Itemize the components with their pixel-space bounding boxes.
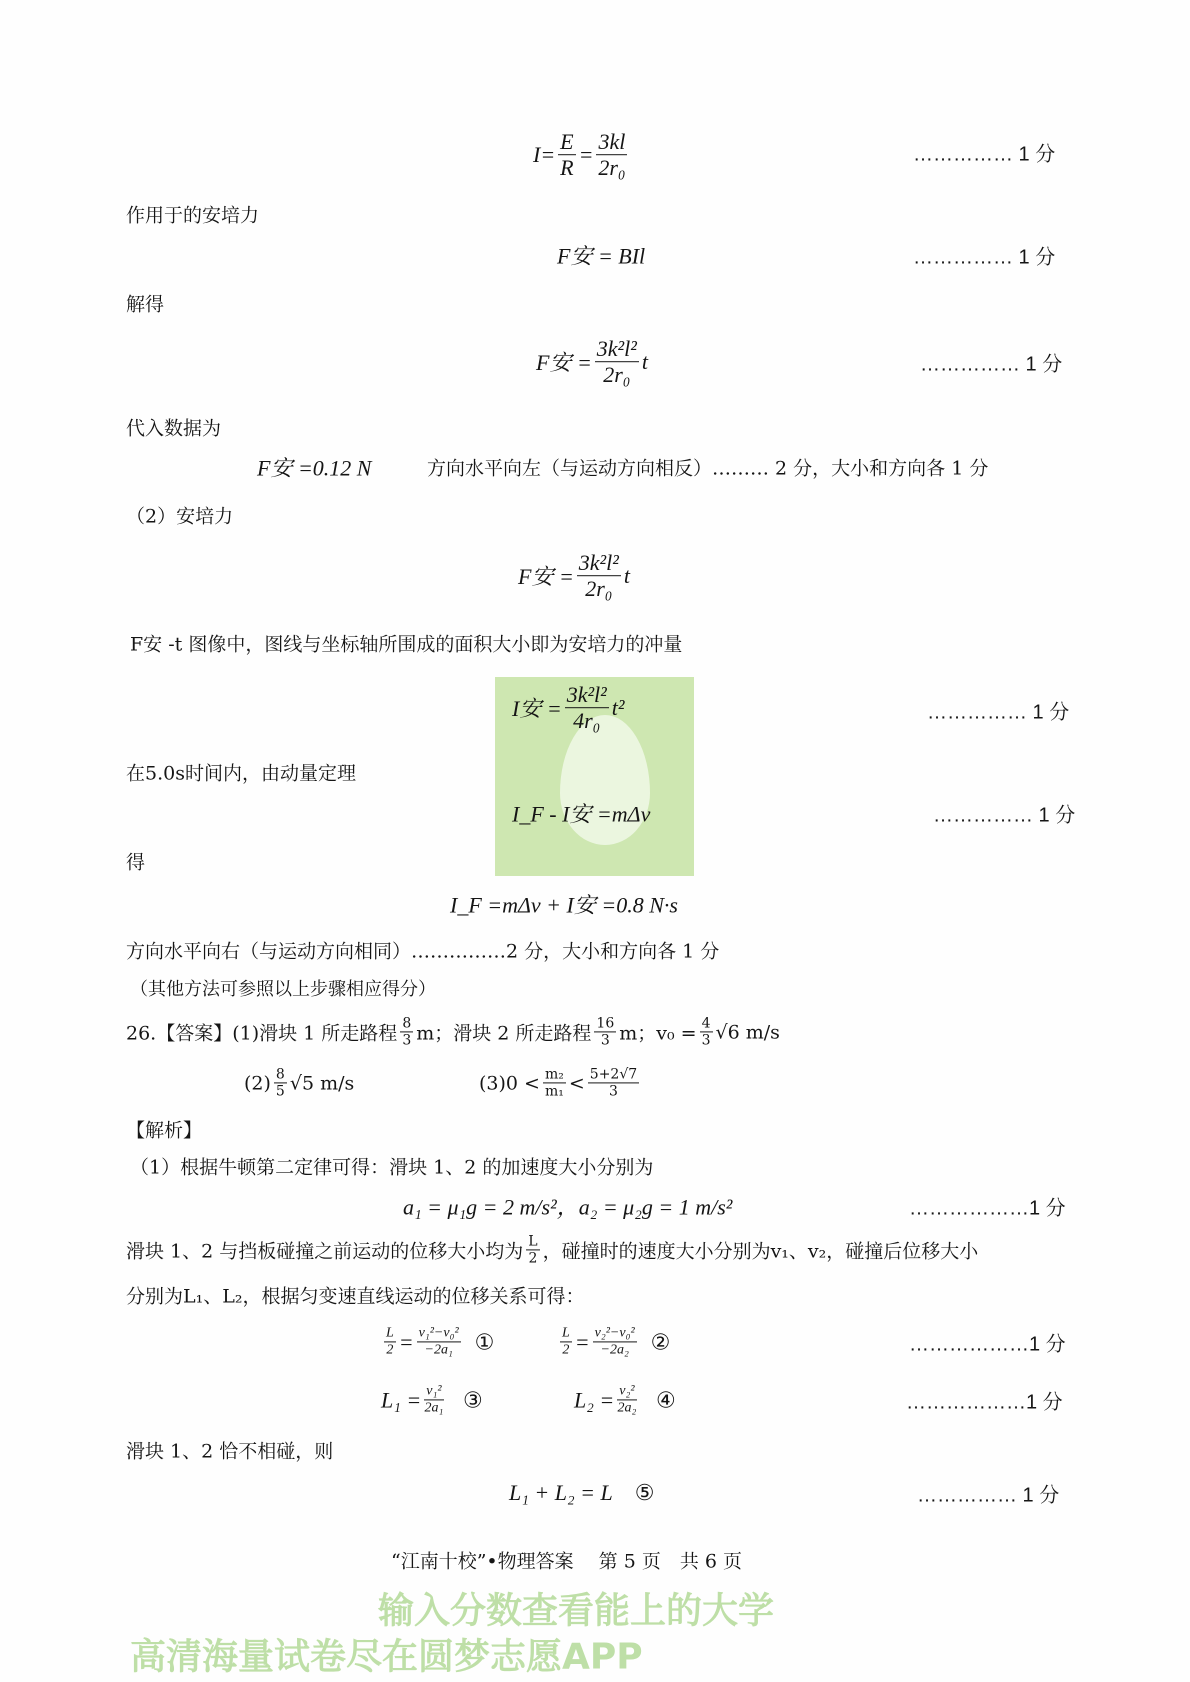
text-line: 得: [126, 851, 146, 874]
text-line: 方向水平向右（与运动方向相同）……………2 分，大小和方向各 1 分: [126, 940, 720, 963]
eq-acceleration: a₁ = μ₁g = 2 m/s²，a₂ = μ₂g = 1 m/s²: [403, 1194, 733, 1220]
text-line: 作用于的安培力: [126, 204, 260, 227]
score: …………… 1 分: [920, 353, 1063, 376]
eq-current: I= $\frac{E}{R}$ = $\frac{3kl}{\text{2r₀}}$: [533, 129, 626, 181]
eq-force-t: F安 = $\frac{\text{3k²l²}}{\text{2r₀}}$ t: [518, 550, 630, 602]
eq-value: F安 =0.12 N: [257, 455, 372, 481]
text-line: 方向水平向左（与运动方向相反）……… 2 分，大小和方向各 1 分: [427, 457, 989, 480]
answer-line-3: (3)0 < $\frac{\text{m₂}}{\text{m₁}}$ < $\frac{5+2√7}{3}$: [479, 1066, 638, 1100]
answer-line-2: (2) $\frac{8}{5}$ √5 m/s: [244, 1066, 355, 1100]
answer-line-1: 26.【答案】(1)滑块 1 所走路程 $\frac{8}{3}$ m；滑块 2 所走路程 $\frac{16}{3}$ m；v₀ = $\frac{4}{3}$ √6 m/s: [126, 1015, 780, 1049]
text-line: （2）安培力: [126, 505, 234, 528]
score: …………… 1 分: [917, 1484, 1060, 1507]
text-line: （其他方法可参照以上步骤相应得分）: [130, 979, 436, 1000]
eq-5: L₁ + L₂ = L ⑤: [509, 1480, 655, 1505]
text-line: 在5.0s时间内，由动量定理: [126, 762, 356, 785]
score: …………… 1 分: [913, 246, 1056, 269]
watermark-text: 输入分数查看能上的大学: [378, 1590, 775, 1632]
text-line: F安 -t 图像中，图线与坐标轴所围成的面积大小即为安培力的冲量: [130, 633, 683, 656]
eq-impulse: I安 = $\frac{\text{3k²l²}}{\text{4r₀}}$ t²: [512, 682, 625, 734]
score: ………………1 分: [906, 1391, 1063, 1414]
section-heading: 【解析】: [126, 1119, 203, 1142]
score: …………… 1 分: [927, 701, 1070, 724]
eq-4: L₂ = $\frac{\text{v₂²}}{\text{2a₂}}$ ④: [574, 1383, 676, 1416]
text-line: 滑块 1、2 与挡板碰撞之前运动的位移大小均为 $\frac{L}{2}$ ，碰撞时的速度大小分别为v₁、v₂，碰撞后位移大小: [126, 1233, 979, 1267]
eq-3: L₁ = $\frac{\text{v₁²}}{\text{2a₁}}$ ③: [381, 1383, 483, 1416]
score: ………………1 分: [909, 1197, 1066, 1220]
text-line: 代入数据为: [126, 417, 222, 440]
page-footer: “江南十校”•物理答案 第 5 页 共 6 页: [391, 1550, 743, 1573]
text-line: （1）根据牛顿第二定律可得：滑块 1、2 的加速度大小分别为: [130, 1156, 654, 1179]
eq-2: $\frac{L}{2}$ = $\frac{\text{v₂²−v₀²}}{\text{−2a₂}}$ ②: [562, 1325, 671, 1358]
score: …………… 1 分: [933, 804, 1076, 827]
score: ………………1 分: [909, 1333, 1066, 1356]
eq-result: I_F =mΔv + I安 =0.8 N·s: [450, 892, 678, 918]
eq-1: $\frac{L}{2}$ = $\frac{\text{v₁²−v₀²}}{\text{−2a₁}}$ ①: [386, 1325, 495, 1358]
text-line: 滑块 1、2 恰不相碰，则: [126, 1440, 334, 1463]
eq-momentum: I_F - I安 =mΔv: [512, 801, 651, 827]
text-line: 解得: [126, 293, 165, 316]
watermark-text: 高清海量试卷尽在圆梦志愿APP: [130, 1636, 643, 1678]
text-line: 分别为L₁、L₂，根据匀变速直线运动的位移关系可得：: [126, 1285, 585, 1308]
eq-force-t: F安 = $\frac{\text{3k²l²}}{\text{2r₀}}$ t: [536, 336, 648, 388]
score: …………… 1 分: [913, 143, 1056, 166]
eq-force: F安 = BIl: [557, 243, 646, 269]
